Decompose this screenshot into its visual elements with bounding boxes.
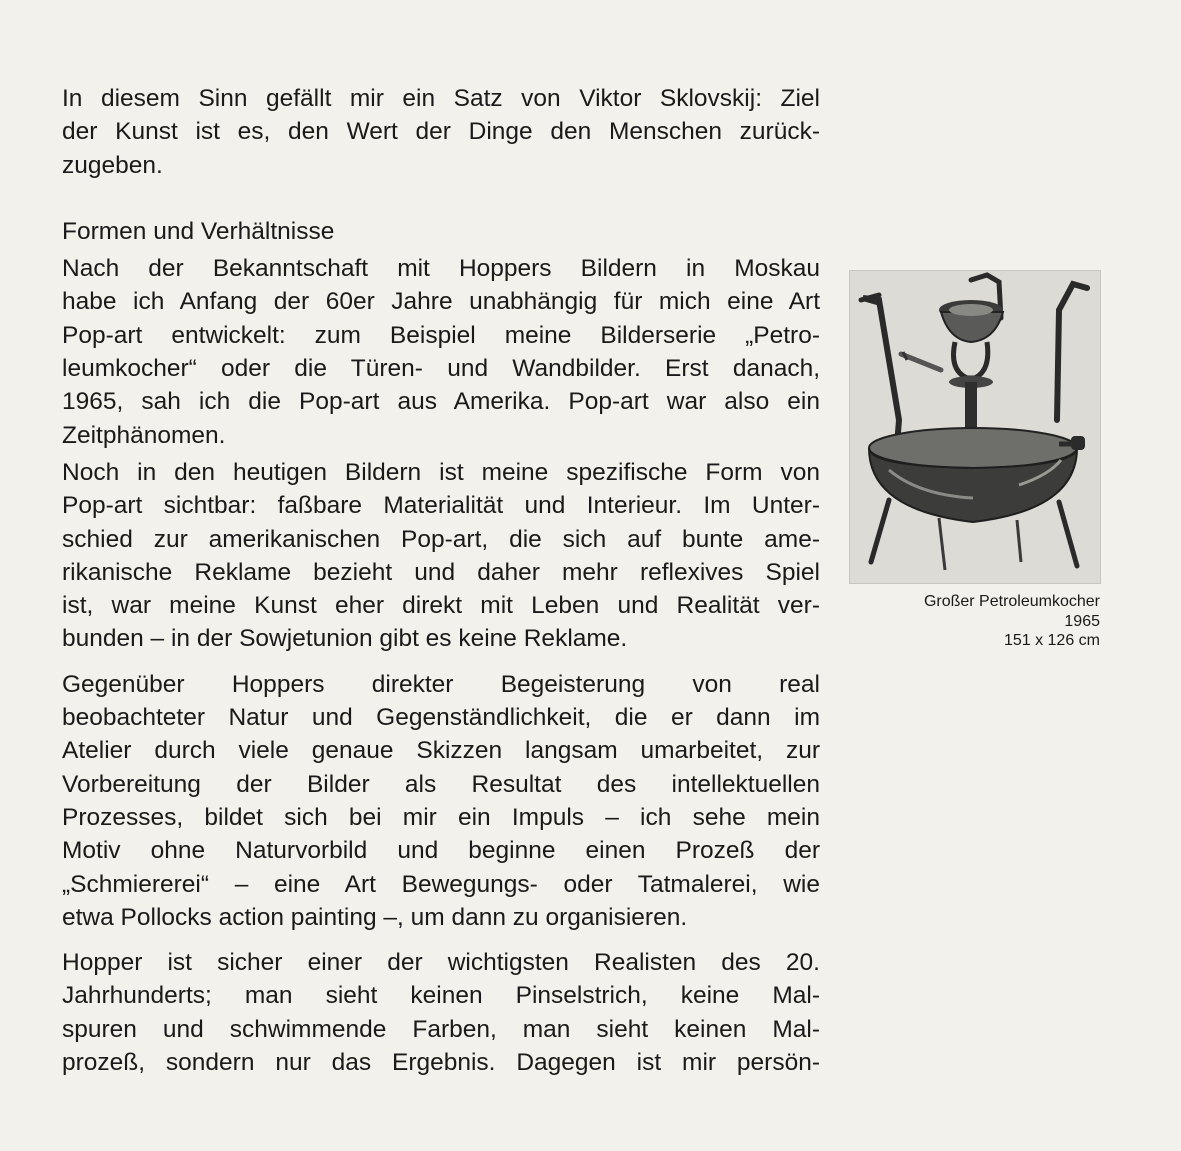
- text-line: Jahrhunderts; man sieht keinen Pinselstrich, keine Mal-: [62, 982, 820, 1010]
- text-line: In diesem Sinn gefällt mir ein Satz von Viktor Sklovskij: Ziel: [62, 85, 820, 112]
- paragraph-3: [62, 456, 820, 656]
- text-line: Zeitphänomen.: [62, 421, 226, 449]
- text-line: schied zur amerikanischen Pop-art, die sich auf bunte ame-: [62, 525, 820, 553]
- text-line: beobachteter Natur und Gegenständlichkeit, die er dann im: [62, 704, 820, 732]
- text-line: 1965, sah ich die Pop-art aus Amerika. Pop-art war also ein: [62, 388, 820, 416]
- text-line: Gegenüber Hoppers direkter Begeisterung von real: [62, 670, 820, 698]
- image-caption: [850, 592, 1100, 651]
- paragraph-4: [62, 668, 820, 934]
- text-line: habe ich Anfang der 60er Jahre unabhängig für mich eine Art: [62, 288, 820, 316]
- text-line: Prozesses, bildet sich bei mir ein Impuls – ich sehe mein: [62, 803, 820, 831]
- caption-title: Großer Petroleumkocher: [923, 593, 1100, 610]
- caption-year: 1965: [1064, 612, 1100, 630]
- paragraph-1: [62, 82, 820, 182]
- text-line: Atelier durch viele genaue Skizzen langsam umarbeitet, zur: [62, 737, 820, 765]
- text-line: spuren und schwimmende Farben, man sieht keinen Mal-: [62, 1015, 820, 1043]
- petroleum-stove-image: [849, 270, 1101, 584]
- text-line: der Kunst ist es, den Wert der Dinge den Menschen zurück-: [62, 118, 820, 146]
- stove-illustration: [849, 270, 1101, 584]
- text-line: ist, war meine Kunst eher direkt mit Leben und Realität ver-: [62, 592, 820, 620]
- text-line: Vorbereitung der Bilder als Resultat des intellektuellen: [62, 770, 820, 798]
- paragraph-2: [62, 252, 820, 452]
- text-line: „Schmiererei“ – eine Art Bewegungs- oder Tatmalerei, wie: [62, 870, 820, 898]
- section-heading: [62, 215, 820, 248]
- text-line: Noch in den heutigen Bildern ist meine spezifische Form von: [62, 458, 820, 486]
- text-line: prozeß, sondern nur das Ergebnis. Dagegen ist mir persön-: [62, 1049, 820, 1077]
- body-text: [62, 82, 820, 1079]
- text-line: Pop-art entwickelt: zum Beispiel meine Bilderserie „Petro-: [62, 321, 820, 349]
- text-line: etwa Pollocks action painting –, um dann zu organisieren.: [62, 903, 688, 931]
- paragraph-5: [62, 946, 820, 1079]
- caption-dimensions: 151 x 126 cm: [1003, 632, 1100, 649]
- text-line: Pop-art sichtbar: faßbare Materialität und Interieur. Im Unter-: [62, 492, 820, 520]
- text-line: Nach der Bekanntschaft mit Hoppers Bildern in Moskau: [62, 255, 820, 283]
- text-line: rikanische Reklame bezieht und daher mehr reflexives Spiel: [62, 558, 820, 586]
- text-line: leumkocher“ oder die Türen- und Wandbilder. Erst danach,: [62, 355, 820, 383]
- text-line: zugeben.: [62, 151, 163, 179]
- text-line: bunden – in der Sowjetunion gibt es keine Reklame.: [62, 625, 628, 653]
- heading-text: Formen und Verhältnisse: [62, 217, 335, 245]
- text-line: Hopper ist sicher einer der wichtigsten Realisten des 20.: [62, 949, 820, 977]
- text-line: Motiv ohne Naturvorbild und beginne einen Prozeß der: [62, 837, 820, 865]
